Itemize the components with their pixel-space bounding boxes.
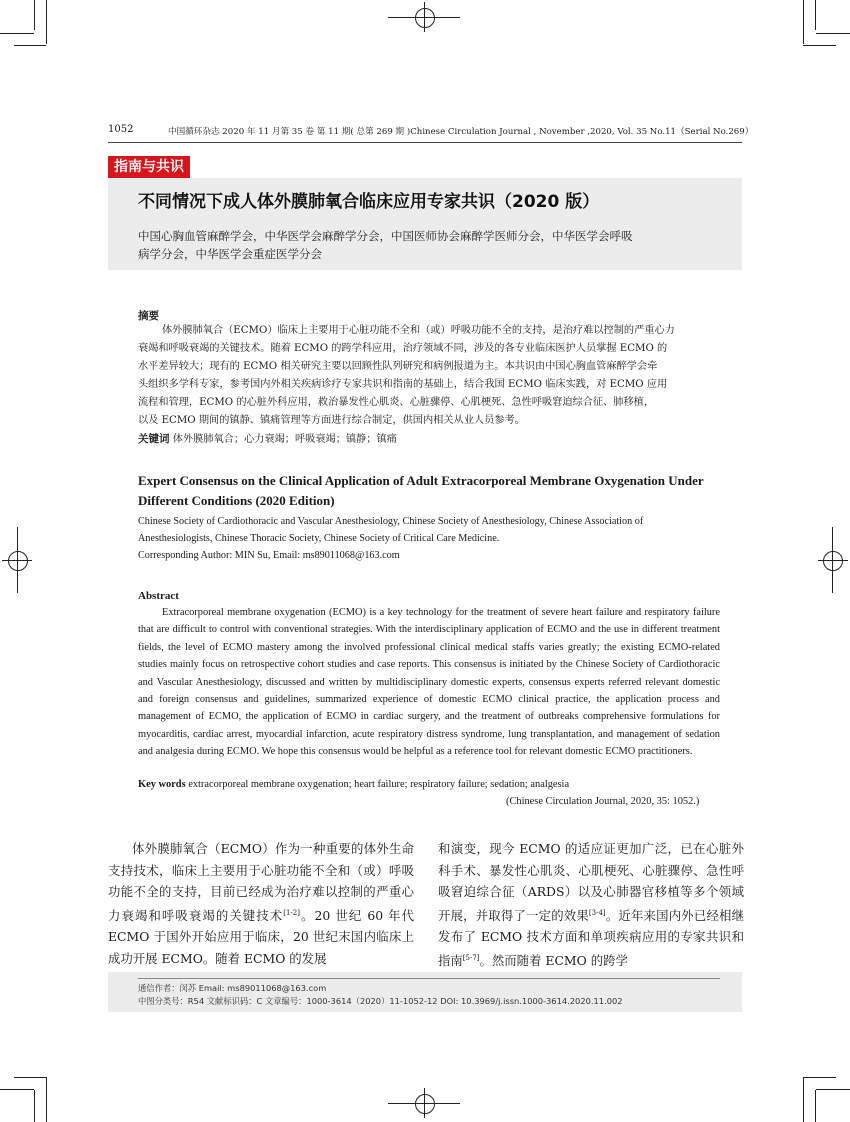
abstract-line: 水平差异较大；现有的 ECMO 相关研究主要以回顾性队列研究和病例报道为主。本共识由中国心胸血管麻醉学会牵 [138,361,658,372]
section-tag: 指南与共识 [108,156,190,179]
body-text: 。近年来国内外已经相继发布了 ECMO 技术方面和单项疾病应用的专家共识和指南 [438,907,745,968]
chinese-abstract [138,322,720,430]
footer-classification: 中图分类号：R54 文献标识码：C 文章编号：1000-3614（2020）11-1052-12 DOI: 10.3969/j.issn.1000-3614.2020.11.002 [138,996,623,1006]
body-text: 体外膜肺氧合（ECMO）作为一种重要的体外生命支持技术，临床上主要用于心脏功能不全和（或）呼吸功能不全的支持，目前已经成为治疗难以控制的严重心力衰竭和呼吸衰竭的关键技术 [108,841,414,923]
crop-mark [803,1077,836,1078]
header-rule [108,142,742,143]
reference: [3-4] [588,908,606,917]
english-abstract-label: Abstract [138,590,179,602]
corresponding-author: Corresponding Author: MIN Su, Email: ms89011068@163.com [138,550,400,561]
footer-corresponding: 通信作者：闵苏 Email: ms89011068@163.com [138,983,327,993]
crop-mark [815,1090,816,1122]
english-abstract: Extracorporeal membrane oxygenation (ECMO) is a key technology for the treatment of severe heart failure and respiratory failure that are difficult to control with conventional strategies. With the interdisciplinary application of ECMO and the use in different treatment fields, the level of ECMO mastery among the involved professional clinical medical staffs varies greatly; the existing ECMO-related studies mainly focus on retrospective cohort studies and case reports. This consensus is initiated by the Chinese Society of Cardiothoracic and Vascular Anesthesiology, discussed and written by multidisciplinary domestic experts, consensus experts referred relevant domestic and foreign consensus and guidelines, summarized experience of domestic ECMO clinical practice, the application process and management of ECMO, the application of ECMO in cardiac surgery, and the treatment of outbreaks comprehensive formulations for myocarditis, cardiac arrest, myocardial infarction, acute respiratory distress syndrome, lung transplantation, and management of sedation and analgesia during ECMO. We hope this consensus would be helpful as a reference tool for relevant domestic ECMO practitioners. [138,607,720,758]
body-text: 和演变，现今 ECMO 的适应证更加广泛，已在心脏外科手术、暴发性心肌炎、心肌梗死、心脏骤停、急性呼吸窘迫综合征（ARDS）以及心肺器官移植等多个领域开展，并取得了一定的效果 [438,841,744,923]
reference: [1-2] [283,908,300,917]
crop-mark [0,33,34,34]
page-number: 1052 [108,124,134,135]
authors-line: 病学分会，中华医学会重症医学分会 [138,247,322,261]
footer-rule [138,978,720,979]
keywords-label: Key words [138,779,186,790]
citation: (Chinese Circulation Journal, 2020, 35: 1052.) [506,796,700,807]
body-text: 。20 世纪 60 年代 ECMO 于国外开始应用于临床，20 世纪末国内临床上成功开展 ECMO。随着 ECMO 的发展 [108,907,415,966]
journal-header: 中国循环杂志 2020 年 11 月第 35 卷 第 11 期( 总第 269 期 )Chinese Circulation Journal , November ,2020, Vol. 35 No.11（Serial No.269） [168,127,754,137]
body-column-right [438,838,744,971]
keywords-text: extracorporeal membrane oxygenation; heart failure; respiratory failure; sedation; analgesia [188,779,570,790]
english-keywords [138,779,569,790]
chinese-abstract-label: 摘要 [138,310,159,322]
chinese-authors [138,227,728,263]
chinese-keywords [138,430,397,446]
crop-mark [816,33,850,34]
crop-mark [803,0,804,44]
keywords-text: 体外膜肺氧合；心力衰竭；呼吸衰竭；镇静；镇痛 [172,434,397,445]
chinese-title: 不同情况下成人体外膜肺氧合临床应用专家共识（2020 版） [138,192,600,212]
crop-mark [46,1077,47,1122]
title-line: Different Conditions (2020 Edition) [138,493,335,508]
affil-line: Anesthesiologists, Chinese Thoracic Society, Chinese Society of Critical Care Medicine. [138,533,500,544]
crop-mark [816,1089,850,1090]
crop-mark [14,1077,46,1078]
title-line: Expert Consensus on the Clinical Application of Adult Extracorporeal Membrane Oxygenation Under [138,473,704,488]
reference: [5-7] [462,953,480,962]
body-text: 。然而随着 ECMO 的跨学 [479,952,628,968]
abstract-line: 衰竭和呼吸衰竭的关键技术。随着 ECMO 的跨学科应用，治疗领域不同，涉及的各专业临床医护人员掌握 ECMO 的 [138,343,668,354]
crop-mark [46,0,47,44]
keywords-label: 关键词 [138,433,170,445]
crop-mark [34,0,35,30]
body-column-left [108,838,414,969]
crop-mark [0,1089,34,1090]
english-affiliations [138,513,728,564]
crop-mark [34,1090,35,1122]
english-title [138,471,738,511]
crop-mark [803,45,836,46]
abstract-line: 流程和管理，ECMO 的心脏外科应用，救治暴发性心肌炎、心脏骤停、心肌梗死、急性呼吸窘迫综合征、肺移植， [138,397,655,408]
abstract-line: 体外膜肺氧合（ECMO）临床上主要用于心脏功能不全和（或）呼吸功能不全的支持，是治疗难以控制的严重心力 [162,325,675,336]
crop-mark [14,45,46,46]
abstract-line: 以及 ECMO 期间的镇静、镇痛管理等方面进行综合制定，供国内相关从业人员参考。 [138,415,525,426]
affil-line: Chinese Society of Cardiothoracic and Vascular Anesthesiology, Chinese Society of Anesthesiology, Chinese Association of [138,516,644,527]
crop-mark [803,1077,804,1122]
authors-line: 中国心胸血管麻醉学会，中华医学会麻醉学分会，中国医师协会麻醉学医师分会，中华医学会呼吸 [138,229,633,243]
abstract-line: 头组织多学科专家，参考国内外相关疾病诊疗专家共识和指南的基础上，结合我国 ECMO 临床实践，对 ECMO 应用 [138,379,668,390]
crop-mark [815,0,816,30]
